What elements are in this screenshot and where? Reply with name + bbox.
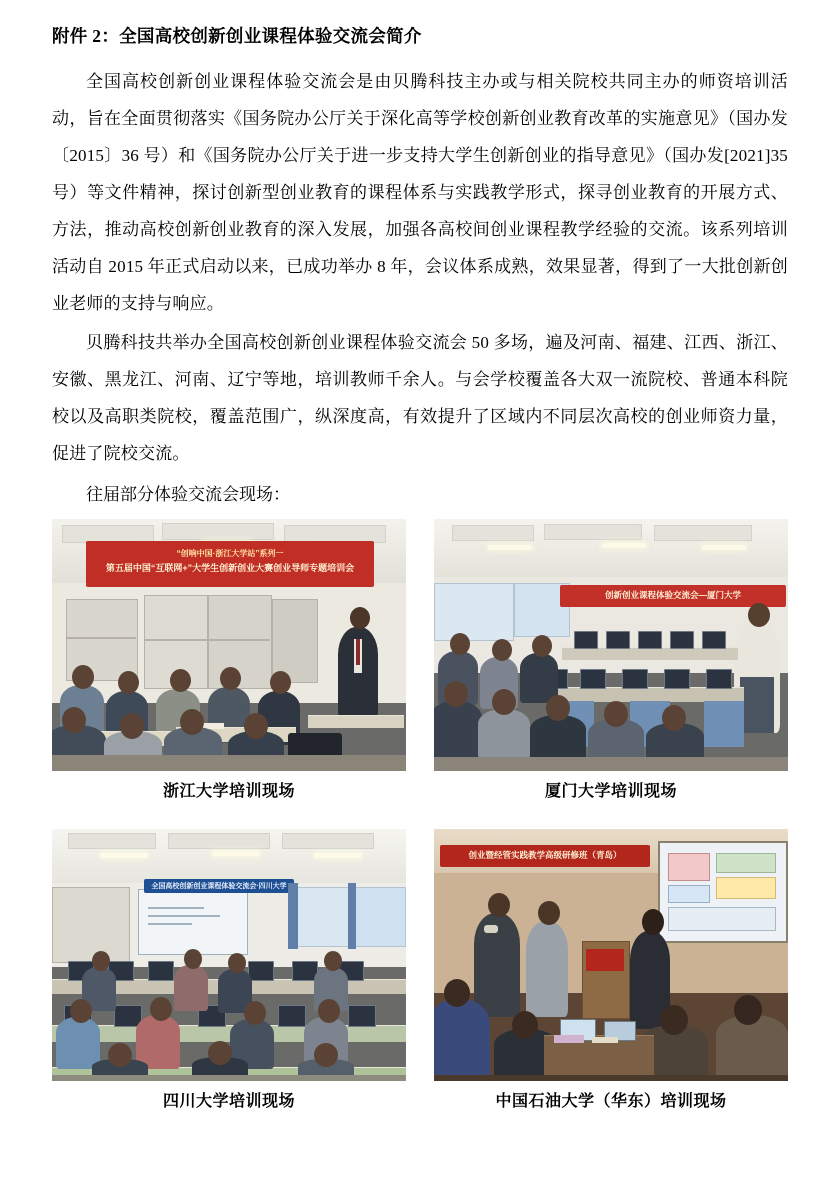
photo-caption-sichuan: 四川大学培训现场 [162,1092,295,1110]
paragraph-2: 贝腾科技共举办全国高校创新创业课程体验交流会 50 多场，遍及河南、福建、江西、浙江、安徽、黑龙江、河南、辽宁等地，培训教师千余人。与会学校覆盖各大双一流院校、普通本科院校以及高职类院校，覆盖范围广，纵深度高，有效提升了区域内不同层次高校的创业师资力量，促进了院校交流。 [52,332,788,463]
document-content [52,24,788,1117]
photo-section-intro: 往届部分体验交流会现场： [86,484,290,504]
photo-cell-petroleum [434,829,788,1117]
photo-grid [52,519,788,1117]
photo-row-2 [52,829,788,1117]
banner-sichuan: 全国高校创新创业课程体验交流会·四川大学 [144,879,294,893]
paragraph-1: 全国高校创新创业课程体验交流会是由贝腾科技主办或与相关院校共同主办的师资培训活动，旨在全面贯彻落实《国务院办公厅关于深化高等学校创新创业教育改革的实施意见》（国办发〔2015〕36 号）和《国务院办公厅关于进一步支持大学生创新创业的指导意见》（国办发[2021]35 号）等文件精神，探讨创新型创业教育的课程体系与实践教学形式，探寻创业教育的开展方式、方法，推动高校创新创业教育的深入发展，加强各高校间创业课程教学经验的交流。该系列培训活动自 2015 年正式启动以来，已成功举办 8 年，会议体系成熟，效果显著，得到了一大批创新创业老师的支持与响应。 [52,71,788,313]
photo-row-1 [52,519,788,807]
photo-sichuan [52,829,406,1081]
banner-zhejiang: “创响中国·浙江大学站”系列一 第五届中国“互联网+”大学生创新创业大赛创业导师专题培训会 [86,541,374,587]
photo-cell-zhejiang [52,519,406,807]
photo-petroleum [434,829,788,1081]
banner-petroleum: 创业暨经管实践教学高级研修班（青岛） [440,845,650,867]
photo-cell-sichuan [52,829,406,1117]
page-title: 附件 2：全国高校创新创业课程体验交流会简介 [52,26,422,46]
photo-xiamen [434,519,788,771]
photo-caption-zhejiang: 浙江大学培训现场 [162,782,295,800]
photo-caption-xiamen: 厦门大学培训现场 [544,782,677,800]
banner-xiamen: 创新创业课程体验交流会—厦门大学 [560,585,786,607]
photo-caption-petroleum: 中国石油大学（华东）培训现场 [495,1092,727,1110]
photo-zhejiang [52,519,406,771]
photo-cell-xiamen [434,519,788,807]
